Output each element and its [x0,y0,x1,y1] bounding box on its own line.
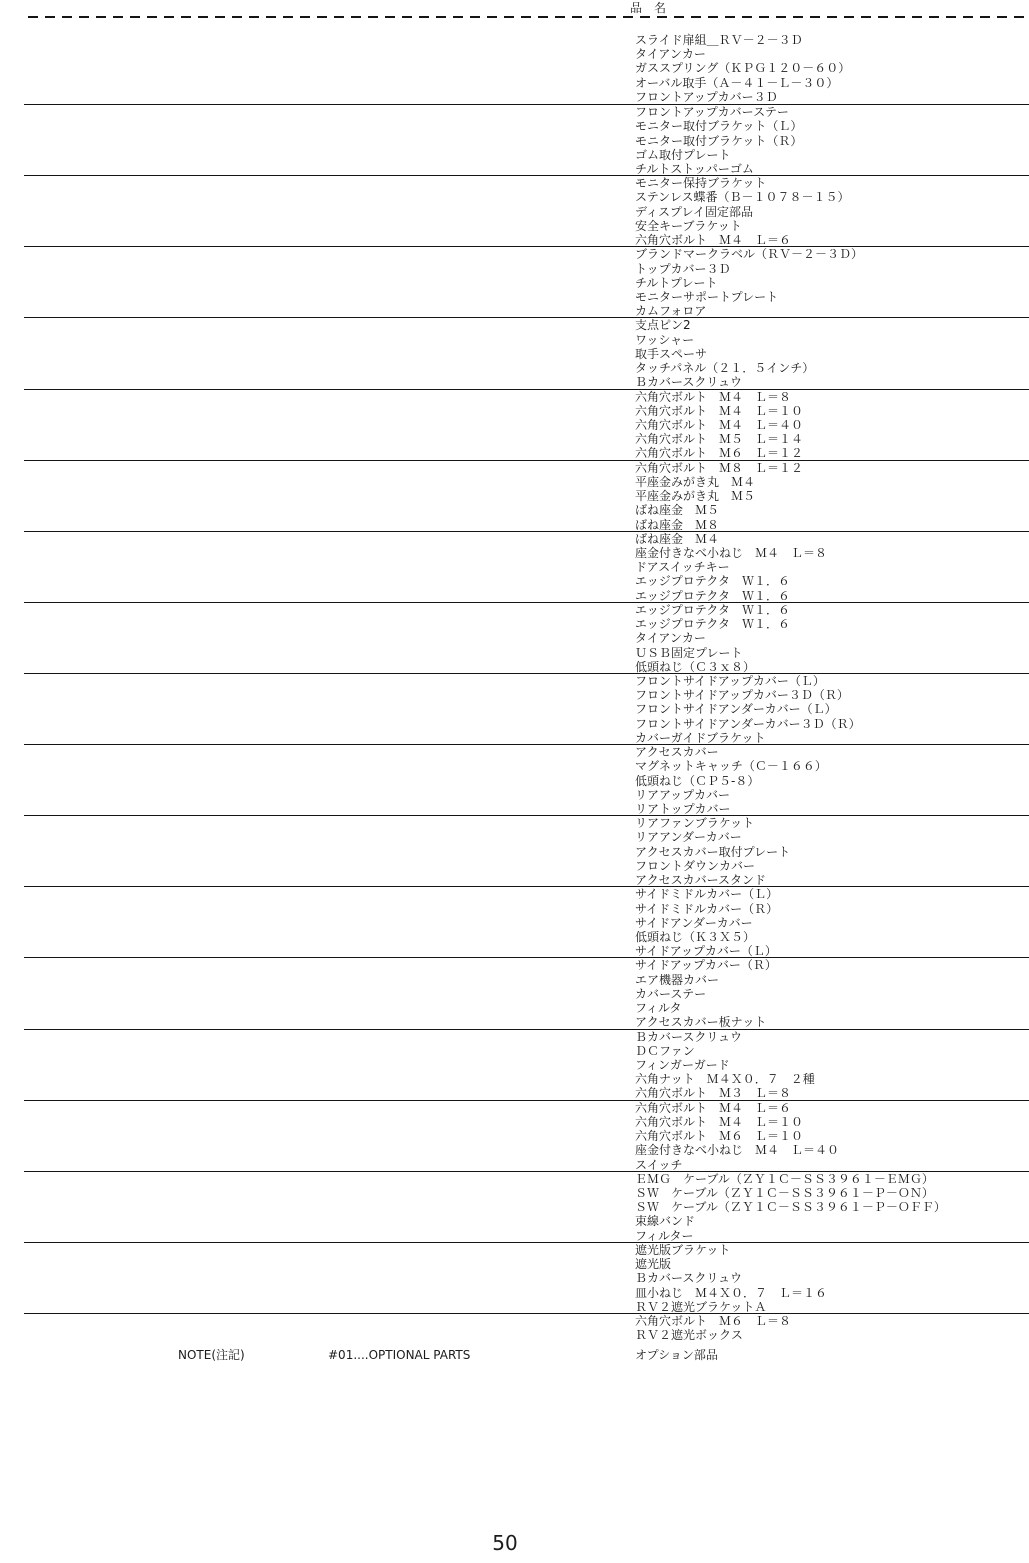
part-name-cell: ディスプレイ固定部品 [635,204,753,219]
parts-group [24,815,1029,886]
part-name-cell: フロントアップカバー３Ｄ [635,89,778,104]
part-name-cell: エッジプロテクタ Ｗ１．６ [635,588,791,603]
part-name-cell: サイドミドルカバー（Ｌ） [635,887,779,902]
parts-group [24,1029,1029,1100]
part-name-cell: ガススプリング（ＫＰＧ１２０－６０） [635,61,851,76]
part-name-cell: ＳＷ ケーブル（ＺＹ１Ｃ－ＳＳ３９６１－Ｐ－ＯＦＦ） [635,1200,946,1215]
part-name-cell: リアトップカバー [635,801,731,816]
part-name-cell: 低頭ねじ（Ｃ３ｘ８） [635,659,756,674]
part-name-cell: エッジプロテクタ Ｗ１．６ [635,574,791,589]
parts-group [24,673,1029,744]
part-name-cell: 六角穴ボルト Ｍ６ Ｌ＝８ [635,1313,792,1328]
part-name-cell: スライド扉組＿ＲＶ－２－３Ｄ [635,33,803,47]
parts-group [24,317,1029,388]
part-name-cell: ばね座金 Ｍ５ [635,503,720,518]
page-number: 50 [492,1531,518,1555]
part-name-cell: ワッシャー [635,332,695,347]
part-name-cell: アクセスカバー取付プレート [635,844,791,859]
part-name-cell: 六角穴ボルト Ｍ４ Ｌ＝４０ [635,417,804,432]
part-name-cell: 束線バンド [635,1214,696,1229]
part-name-cell: ＲＶ２遮光ボックス [635,1328,743,1343]
part-name-cell: モニター保持ブラケット [635,176,767,191]
part-name-cell: ばね座金 Ｍ４ [635,531,720,546]
part-name-cell: ゴム取付プレート [635,147,731,162]
part-name-cell: 六角穴ボルト Ｍ８ Ｌ＝１２ [635,460,804,475]
parts-group [24,389,1029,460]
part-name-cell: エア機器カバー [635,972,720,987]
part-name-cell: Ｂカバースクリュウ [635,1029,743,1044]
part-name-cell: 六角穴ボルト Ｍ４ Ｌ＝１０ [635,1114,804,1129]
part-name-cell: マグネットキャッチ（Ｃ－１６６） [635,759,827,774]
part-name-cell: ドアスイッチキー [635,560,730,575]
part-name-cell: 六角穴ボルト Ｍ４ Ｌ＝６ [635,233,792,248]
parts-group [24,744,1029,815]
part-name-cell: チルトプレート [635,275,718,290]
parts-group [24,175,1029,246]
part-name-cell: カムフォロア [635,304,707,319]
part-name-cell: サイドアップカバー（Ｌ） [635,944,777,959]
parts-group [24,1242,1029,1313]
part-name-cell: リアアンダーカバー [635,830,742,845]
part-name-cell: ステンレス蝶番（Ｂ－１０７８－１５） [635,190,850,205]
part-name-cell: 六角穴ボルト Ｍ４ Ｌ＝１０ [635,403,804,418]
part-name-cell: ブランドマークラベル（ＲＶ－２－３Ｄ） [635,247,864,262]
part-name-cell: サイドアップカバー（Ｒ） [635,958,777,973]
column-header-part-name: 品 名 [630,1,667,15]
part-name-cell: トップカバー３Ｄ [635,261,731,276]
part-name-cell: 座金付きなべ小ねじ Ｍ４ Ｌ＝８ [635,545,828,560]
part-name-cell: フィルター [635,1228,694,1243]
parts-group [24,602,1029,673]
part-name-cell: タイアンカー [635,631,706,646]
part-name-cell: アクセスカバースタンド [635,873,767,888]
part-name-cell: タッチパネル（２１．５インチ） [635,361,815,376]
part-name-cell: 平座金みがき丸 Ｍ５ [635,489,756,504]
part-name-cell: チルトストッパーゴム [635,161,754,176]
part-name-cell: 皿小ねじ Ｍ４Ｘ０．７ Ｌ＝１６ [635,1285,828,1300]
part-name-cell: エッジプロテクタ Ｗ１．６ [635,617,791,632]
part-name-cell: サイドアンダーカバー [635,915,753,930]
part-name-cell: 六角穴ボルト Ｍ４ Ｌ＝８ [635,389,792,404]
part-name-cell: カバーステー [635,986,707,1001]
part-name-cell: 六角穴ボルト Ｍ３ Ｌ＝８ [635,1086,792,1101]
parts-group [24,104,1029,175]
part-name-cell: 支点ピン2 [635,318,691,333]
part-name-cell: ＲＶ２遮光ブラケットＡ [635,1299,767,1314]
part-name-cell: Ｂカバースクリュウ [635,1271,743,1286]
part-name-cell: フィルタ [635,1001,682,1016]
part-name-cell: 平座金みがき丸 Ｍ４ [635,474,756,489]
part-name-cell: ＳＷ ケーブル（ＺＹ１Ｃ－ＳＳ３９６１－Ｐ－ＯＮ） [635,1185,934,1200]
part-name-cell: 座金付きなべ小ねじ Ｍ４ Ｌ＝４０ [635,1143,840,1158]
part-name-cell: 遮光版ブラケット [635,1242,731,1257]
part-name-cell: 低頭ねじ（Ｋ３Ｘ５） [635,929,756,944]
parts-group [24,957,1029,1028]
part-name-cell: タイアンカー [635,47,706,62]
part-name-cell: モニター取付ブラケット（Ｌ） [635,119,803,134]
note-optional-parts-text: #01....OPTIONAL PARTS [328,1348,471,1362]
part-name-cell: モニターサポートプレート [635,289,779,304]
part-name-cell: ばね座金 Ｍ８ [635,517,720,532]
part-name-cell: 安全キーブラケット [635,218,742,233]
header-divider-dashed [28,16,1024,18]
part-name-cell: フロントサイドアンダーカバー３Ｄ（Ｒ） [635,716,861,731]
parts-list [24,33,1029,1342]
part-name-cell: モニター取付ブラケット（Ｒ） [635,133,803,148]
part-name-cell: 六角穴ボルト Ｍ６ Ｌ＝１２ [635,446,804,461]
parts-group [24,1100,1029,1171]
part-name-cell: リアアップカバー [635,787,731,802]
part-name-cell: オーバル取手（Ａ－４１－Ｌ－３０） [635,75,839,90]
part-name-cell: カバーガイドブラケット [635,730,766,745]
part-name-cell: フィンガーガード [635,1057,730,1072]
part-name-cell: ＥＭＧ ケーブル（ＺＹ１Ｃ－ＳＳ３９６１－ＥＭＧ） [635,1171,934,1186]
part-name-cell: 六角穴ボルト Ｍ６ Ｌ＝１０ [635,1129,804,1144]
part-name-cell: Ｂカバースクリュウ [635,375,743,390]
part-name-cell: フロントサイドアップカバー（Ｌ） [635,673,825,688]
part-name-cell: リアファンブラケット [635,816,755,831]
part-name-cell: サイドミドルカバー（Ｒ） [635,901,779,916]
parts-group [24,1171,1029,1242]
part-name-cell: フロントダウンカバー [635,858,756,873]
part-name-cell: エッジプロテクタ Ｗ１．６ [635,602,791,617]
part-name-cell: アクセスカバー [635,745,719,760]
parts-group [24,886,1029,957]
parts-group [24,33,1029,104]
part-name-cell: スイッチ [635,1157,683,1172]
part-name-cell: ＵＳＢ固定プレート [635,645,743,660]
part-name-cell: ＤＣファン [635,1043,695,1058]
part-name-cell: 六角穴ボルト Ｍ５ Ｌ＝１４ [635,432,804,447]
parts-group [24,1313,1029,1342]
part-name-cell: アクセスカバー板ナット [635,1015,767,1030]
part-name-cell: 六角ナット Ｍ４Ｘ０．７ ２種 [635,1072,815,1087]
part-name-cell: フロントサイドアンダーカバー（Ｌ） [635,702,837,717]
note-optional-parts-japanese-label: オプション部品 [635,1348,718,1362]
part-name-cell: 遮光版 [635,1257,672,1272]
parts-group [24,531,1029,602]
part-name-cell: フロントアップカバーステー [635,105,789,120]
note-label: NOTE(注記) [178,1348,245,1362]
parts-group [24,246,1029,317]
part-name-cell: 取手スペーサ [635,346,708,361]
parts-group [24,460,1029,531]
part-name-cell: フロントサイドアップカバー３Ｄ（Ｒ） [635,688,849,703]
part-name-cell: 低頭ねじ（ＣＰ５-８） [635,773,760,788]
part-name-cell: 六角穴ボルト Ｍ４ Ｌ＝６ [635,1100,792,1115]
